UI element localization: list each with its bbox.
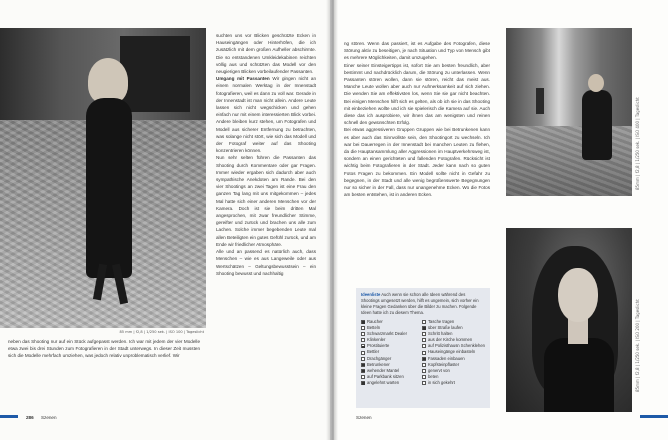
- photo-model-body: [582, 90, 612, 160]
- running-footer: Szenen: [356, 415, 372, 420]
- right-page: [334, 0, 668, 440]
- unchecked-box-icon: [361, 338, 365, 342]
- idea-list-item-label: angelehnt warten: [367, 379, 400, 385]
- idea-list-item: [422, 380, 485, 386]
- checked-box-icon: [422, 357, 426, 361]
- photo-caption-vertical: 85mm | f2,8 | 1/250 sek. | ISO 200 | Tageslicht: [635, 299, 640, 392]
- paragraph: Alle und an passend es natürlich auch, dass Menschen – wie es aus Langeweile oder aus Wertschätzen – Geltungsbewusstsein – ein Shooting bewusst und nachhaltig: [216, 249, 316, 276]
- checked-box-icon: [361, 320, 365, 324]
- idea-list-item: [361, 380, 418, 386]
- idea-list-item-label: Betrunkener: [367, 361, 390, 367]
- photo-model-head: [588, 74, 604, 92]
- unchecked-box-icon: [422, 332, 426, 336]
- idea-list-item-label: Prostituierte: [367, 343, 390, 349]
- photo-model-dress: [544, 338, 614, 412]
- paragraph-text: Wir gingen nicht an einem normalen Werktag in der Innenstadt fotografieren, weil es dann zu voll war. Gerade in der Innenstadt ist man nicht allein. Andere Leute lassen sich nicht wegschicken und gehen einfach nur mit einem interessierten Blick vorbei. Andere bleiben kurz stehen, um Fotografen und Modell aus sicherer Entfernung zu betrachten, was solange nicht stört, wie sich das Modell und der Fotograf weiter auf das Shooting konzentrieren können.: [216, 76, 317, 154]
- text-column-left: [344, 40, 490, 198]
- photo-ground: [506, 126, 632, 196]
- street-photo-woman-walking: [0, 28, 206, 328]
- idea-list-item-label: Schritt halten: [427, 331, 453, 337]
- idea-list-item-label: Betteln: [367, 325, 381, 331]
- idea-list-item-label: genervt von: [427, 367, 450, 373]
- idea-list-intro: [361, 292, 485, 316]
- idea-list-item-label: in sich gekehrt: [427, 379, 455, 385]
- book-gutter-shadow: [326, 0, 338, 440]
- idea-list-item-label: Hauseingänge einbasteln: [427, 349, 476, 355]
- checked-box-icon: [361, 363, 365, 367]
- idea-checklist: [361, 319, 485, 386]
- paragraph: ng stören. Wenn das passiert, ist es Aufgabe des Fotografen, diese Störung aktiv zu beseitigen, je nach Situation und Typ von Mensch gibt es mehrere Möglichkeiten, damit umzugehen.: [344, 41, 490, 61]
- unchecked-box-icon: [361, 351, 365, 355]
- idea-list-item-label: beten: [427, 373, 439, 379]
- left-page: [0, 0, 330, 440]
- idea-list-item-label: über Straße laufen: [427, 325, 463, 331]
- text-column-bottom: [8, 338, 200, 360]
- folio: [356, 415, 372, 420]
- photo-model-face: [558, 268, 598, 322]
- unchecked-box-icon: [422, 375, 426, 379]
- idea-list-item-label: Kopfsteinpflaster: [427, 361, 460, 367]
- idea-list-item-label: Fassaden einbauen: [427, 355, 465, 361]
- photo-caption-vertical: 85mm | f2,8 | 1/250 sek. | ISO 400 | Tageslicht: [635, 97, 640, 190]
- photo-doorway: [120, 36, 190, 112]
- page-number: 286: [26, 415, 34, 420]
- checked-box-icon: [361, 381, 365, 385]
- alley-photo-woman-sitting: [506, 28, 632, 196]
- photo-caption: 85 mm | f2,8 | 1/250 sek. | ISO 100 | Tageslicht: [119, 330, 204, 334]
- run-in-heading: Umgang mit Passanten: [216, 76, 270, 82]
- idea-list-item-label: aus der Kirche kommen: [427, 337, 473, 343]
- photo-passerby: [536, 88, 544, 114]
- paragraph-with-run-in-head: [216, 75, 316, 154]
- idea-list-box: [356, 288, 490, 408]
- paragraph: Bei etwas aggressiveren Gruppen Gruppen wie bei Betrunkenen kann es aber auch das Sinnvollste sein, den Shootingort zu wechseln. Ich war bei Dauerregen in der Innenstadt bei manchen Leuten zu flehen, da die Hauptansammlung aller Aggressionen im Hauptverkehrsweg ist, sondern an einen gerichteten und fallenden Fotografen. Rücksicht ist wichtig beim Fotografieren in der Stadt. Jeder kann nach so guten Fotos Fragen zu bekommen. Ein Modell sollte nicht in Gefahr zu begegnen, in der Stadt und alle wenig begrüßenswerte Begegnungen nur so sicher in der Fall, dass nur unangenehme Ecken. Wo die Fotos am besten entstehen, ist in anderen Ecken.: [344, 127, 490, 198]
- idea-list-item-label: Schwarzmarkt Dealer: [367, 331, 408, 337]
- checked-box-icon: [361, 369, 365, 373]
- text-column-right: [216, 32, 316, 277]
- unchecked-box-icon: [422, 351, 426, 355]
- idea-list-item-label: wehender Mantel: [367, 367, 400, 373]
- idea-list-title: Ideenliste: [361, 292, 381, 297]
- unchecked-box-icon: [361, 332, 365, 336]
- photo-model-dress: [86, 98, 132, 278]
- checked-box-icon: [422, 326, 426, 330]
- folio: [26, 415, 57, 420]
- idea-list-item-label: Raucher: [367, 319, 383, 324]
- idea-list-item-label: Bettler: [367, 349, 380, 355]
- paragraph: Einer seiner Einsteigertipps ist, sofort Sie am besten freundlich, aber bestimmt und nachdrücklich darum, die Störung zu unterlassen. Wenn Passanten stören wollen, dann sie stören, reicht das meist aus. Manche Leute wollen aber auch nur Aufmerksamkeit auf sich ziehen. Die wenden Sie am effektivsten los, wenn Sie sie gar nicht beachten. Bei einigen Menschen hilft sich es gelten, als ob ich sie in das Shooting mit einbeziehen wollte und ich sie spielerisch die Kamera auf sie. Auch diese das ich ausprobiere, wir ihnen das am wenigsten und reinen schnell den gewünschten Erfolg.: [344, 62, 490, 126]
- idea-list-item-label: auf Polizisthausn Schenklehen: [427, 343, 485, 349]
- unchecked-box-icon: [422, 320, 426, 324]
- checked-box-icon: [361, 344, 365, 348]
- paragraph: neben das Shooting nur auf ein Stück aufgepasst werden. Ich war mit jedem der vier Modelle etwa zwei bis drei Stunden zum Fotografieren in der Stadt unterwegs. In dieser Zeit mussten sich die Modelle mehrfach umziehen, was jedoch relativ unproblematisch verlief. Wir: [8, 339, 200, 359]
- unchecked-box-icon: [361, 326, 365, 330]
- unchecked-box-icon: [361, 357, 365, 361]
- idea-list-intro-text: Auch wenn sie schon alle Ideen während des Shootings umgesetzt werden, hilft es ungemein, sich vorher ein kleine Fragen Gedanken über die Bilder zu machen. Folgende Ideen hatte ich zu diesem Thema.: [361, 292, 479, 315]
- idea-list-item-label: Drachgänger: [367, 355, 392, 361]
- unchecked-box-icon: [422, 338, 426, 342]
- unchecked-box-icon: [422, 344, 426, 348]
- idea-list-item-label: Tasche tragen: [427, 319, 455, 324]
- unchecked-box-icon: [422, 381, 426, 385]
- unchecked-box-icon: [361, 375, 365, 379]
- paragraph: suchten uns vor Blicken geschützte Ecken in Hauseingängen oder Hinterhöfen, die ich zusätzlich mit dem großen Aufheller abschirmte. Die so entstandenen Umkleidekabinen reichten völlig aus und schützten das Modell vor den neugierigen Blicken vorbeilaufender Passanten.: [216, 33, 316, 75]
- idea-list-item-label: auf Parkbank sitzen: [367, 373, 404, 379]
- folio-bar: [0, 415, 18, 418]
- running-footer: Szenen: [40, 415, 57, 420]
- folio-bar: [640, 415, 668, 418]
- portrait-photo-woman: [506, 228, 632, 412]
- unchecked-box-icon: [422, 363, 426, 367]
- paragraph: Nun sehr selten führen die Passanten das Shooting durch Kommentare oder gar Fragen. Immer wieder ergaben sich dadurch aber auch sympathische Anekdoten am Rande. Bei den vier Shootings an zwei Tagen ist eine Frau den ganzen Tag lang mit uns mitgekommen – jedes Mal hatte sich einer anderen Menschen vor der Kamera. Doch ist sie beim dritten Mal angesprochen, mit zwar freundlicher Stimme, gereifter und zurück und brachen uns alle zum Lachen. Solche immer begebenden Leute mal allen Beteiligten ein gutes Gefühl zurück, und am Ende wir friedlicher Atmosphäre.: [216, 155, 316, 247]
- idea-list-item-label: Klinkenler: [367, 337, 386, 343]
- unchecked-box-icon: [422, 369, 426, 373]
